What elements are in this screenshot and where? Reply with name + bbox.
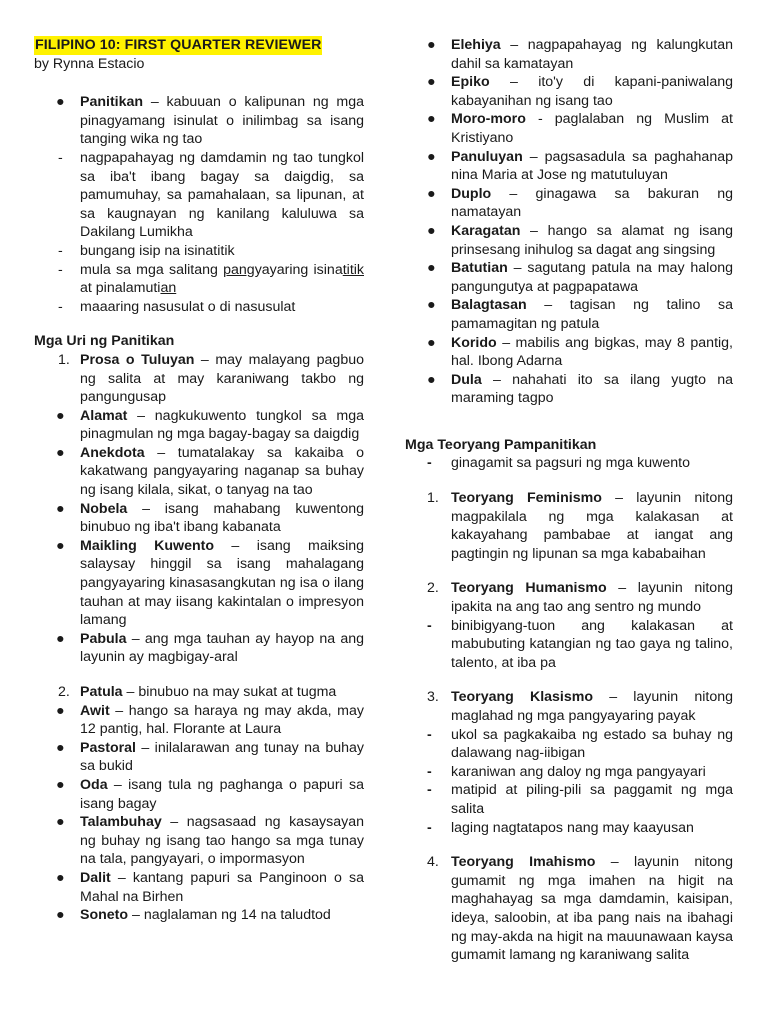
term: Teoryang Humanismo: [451, 580, 607, 597]
bullet-icon: ●: [56, 702, 65, 719]
definition: – isang maiksing salaysay hinggil sa isang mahalagang pangyayaring kinasasangkutan ng isa o ilang tauhan at may iisang kakintalan o impresyon lamang: [80, 537, 364, 629]
section-heading-uri: Mga Uri ng Panitikan: [34, 333, 175, 350]
definition: – sagutang patula na may halong pangungutya at pagpapatawa: [451, 260, 733, 295]
bullet-icon: ●: [427, 111, 436, 128]
definition: – hango sa alamat ng isang prinsesang inihulog sa dagat ang singsing: [451, 222, 733, 258]
bullet-icon: ●: [56, 814, 65, 831]
bullet-icon: ●: [427, 334, 436, 351]
definition: – hango sa haraya ng may akda, may 12 pantig, hal. Florante at Laura: [80, 702, 364, 738]
bullet-icon: ●: [427, 148, 436, 165]
definition: – nagkukuwento tungkol sa mga pinagmulan ng mga bagay-bagay sa daigdig: [80, 407, 364, 443]
bullet-icon: ●: [56, 537, 65, 554]
teorya-note: [405, 617, 733, 673]
dash-marker: -: [427, 617, 432, 634]
list-item: [34, 906, 364, 925]
definition: – nagsasaad ng kasaysayan ng buhay ng isang tao hango sa mga tunay na tala, pangyayari, o impormasyon: [80, 814, 364, 868]
term: Duplo: [451, 185, 492, 202]
definition: – nagpapahayag ng kalungkutan dahil sa kamatayan: [451, 37, 733, 72]
section-heading-teorya: Mga Teoryang Pampanitikan: [405, 436, 597, 453]
bullet-icon: ●: [427, 74, 436, 91]
definition: – ginagawa sa bakuran ng namatayan: [451, 185, 733, 221]
bullet-icon: ●: [427, 371, 436, 388]
term: Anekdota: [80, 444, 145, 461]
definition: – tumatalakay sa kakaiba o kakatwang pangyayaring naganap sa buhay ng isang kilala, sikat, o tanyag na tao: [80, 444, 364, 499]
term: Panitikan: [80, 94, 144, 111]
patula-heading: [34, 683, 364, 702]
list-item: [34, 813, 364, 869]
list-item: [405, 222, 733, 259]
note-text: ukol sa pagkakaiba ng estado sa buhay ng dalawang nag-iibigan: [451, 726, 733, 762]
definition: – ang mga tauhan ay hayop na ang layunin ay magbigay-aral: [80, 630, 364, 666]
teorya-note: [405, 819, 733, 838]
teorya-list: [405, 473, 733, 965]
bullet-icon: ●: [56, 94, 65, 111]
dash-marker: -: [427, 782, 432, 799]
definition: – pagsasadula sa paghahanap nina Maria at Jose ng matutuluyan: [451, 148, 733, 184]
teorya-item: [405, 489, 733, 563]
note-text: matipid at piling-pili sa paggamit ng mga salita: [451, 782, 733, 817]
list-item: [405, 185, 733, 222]
prosa-list: [34, 407, 364, 667]
etym-underlined: titik: [342, 261, 364, 278]
list-item: [405, 259, 733, 296]
list-item: [34, 739, 364, 776]
patula-list-continued: [405, 36, 733, 408]
list-number: 1.: [427, 490, 439, 507]
dash-marker: -: [427, 763, 432, 780]
term: Panuluyan: [451, 148, 523, 165]
note-text: laging nagtatapos nang may kaayusan: [451, 819, 694, 836]
note-text: ginagamit sa pagsuri ng mga kuwento: [451, 455, 690, 472]
term: Alamat: [80, 407, 128, 424]
bullet-icon: ●: [427, 37, 436, 53]
term: Awit: [80, 702, 110, 719]
right-column: [405, 36, 733, 965]
bullet-icon: ●: [56, 776, 65, 793]
definition: – inilalarawan ang tunay na buhay sa bukid: [80, 739, 364, 775]
term: Korido: [451, 334, 497, 351]
dash-marker: -: [58, 242, 63, 259]
term: Dula: [451, 371, 482, 388]
list-item: [34, 407, 364, 444]
note-text: nagpapahayag ng damdamin ng tao tungkol sa iba't ibang bagay sa daigdig, sa pamumuhay, sa pamahalaan, sa lipunan, at sa kaugnayan ng kanilang kaluluwa sa Dakilang Lumikha: [80, 149, 364, 241]
list-item: [34, 776, 364, 813]
list-item: [34, 500, 364, 537]
panitikan-note: [34, 298, 364, 317]
term: Dalit: [80, 869, 111, 886]
term: Maikling Kuwento: [80, 537, 215, 554]
term: Prosa o Tuluyan: [80, 351, 195, 368]
definition: – may malayang pagbuo ng salita at may karaniwang takbo ng pangungusap: [80, 351, 364, 406]
note-text: karaniwan ang daloy ng mga pangyayari: [451, 763, 706, 780]
term: Teoryang Feminismo: [451, 490, 602, 507]
list-item: [405, 36, 733, 73]
teorya-item: [405, 688, 733, 725]
dash-marker: -: [58, 149, 63, 166]
etym-text: mula sa mga salitang: [80, 261, 224, 278]
etym-underlined: an: [160, 280, 177, 297]
definition: – nahahati ito sa ilang yugto na maraming tagpo: [451, 371, 733, 407]
list-item: [34, 630, 364, 667]
bullet-icon: ●: [427, 297, 436, 314]
definition: – layunin nitong ipakita na ang tao ang sentro ng mundo: [451, 580, 733, 616]
definition: – naglalaman ng 14 na taludtod: [128, 907, 331, 924]
term: Balagtasan: [451, 297, 527, 314]
term: Elehiya: [451, 37, 501, 53]
list-item: [34, 869, 364, 906]
dash-marker: -: [58, 298, 63, 315]
teorya-item: [405, 853, 733, 965]
definition: – tagisan ng talino sa pamamagitan ng patula: [451, 297, 733, 332]
term: Teoryang Klasismo: [451, 689, 594, 706]
panitikan-note: [34, 242, 364, 261]
document-author: by Rynna Estacio: [34, 55, 145, 72]
dash-marker: -: [58, 261, 63, 278]
prosa-heading: [34, 351, 364, 407]
note-text: bungang isip na isinatitik: [80, 242, 235, 259]
term: Batutian: [451, 260, 508, 277]
dash-marker: -: [427, 455, 432, 472]
list-item: [405, 110, 733, 147]
bullet-icon: ●: [56, 500, 65, 517]
list-number: 4.: [427, 854, 439, 871]
bullet-icon: ●: [56, 907, 65, 924]
dash-marker: -: [427, 819, 432, 836]
bullet-icon: ●: [427, 222, 436, 239]
definition: – isang mahabang kuwentong binubuo ng iba't ibang kabanata: [80, 500, 364, 536]
panitikan-etymology: [34, 261, 364, 298]
definition: – layunin nitong magpakilala ng mga kalakasan at kakayahang pambabae at iangat ang pagtingin ng lipunan sa mga kababaihan: [451, 490, 733, 562]
term: Talambuhay: [80, 814, 162, 831]
definition: – layunin nitong maglahad ng mga pangyayaring payak: [451, 689, 733, 724]
term: Karagatan: [451, 222, 521, 239]
list-item: [405, 148, 733, 185]
etym-text: yayaring isina: [254, 261, 343, 278]
teorya-note: [405, 781, 733, 818]
bullet-icon: ●: [56, 869, 65, 886]
term: Patula: [80, 684, 123, 700]
panitikan-definition: [34, 93, 364, 149]
bullet-icon: ●: [56, 407, 65, 424]
teorya-intro: [405, 454, 733, 473]
bullet-icon: ●: [427, 260, 436, 277]
patula-list: [34, 702, 364, 925]
etym-text: at pinalamuti: [80, 280, 161, 297]
teorya-note: [405, 763, 733, 782]
bullet-icon: ●: [56, 739, 65, 756]
list-item: [34, 702, 364, 739]
list-number: 1.: [58, 351, 70, 368]
definition: – layunin nitong gumamit ng mga imahen na higit na maghahayag sa mga damdamin, kaisipan, ideya, saloobin, at iba pang nais na ibahagi ng may-akda na higit na mauunawaan kaysa gumamit lamang ng karaniwang salita: [451, 854, 733, 964]
definition: – ito'y di kapani-paniwalang kabayanihan ng isang tao: [451, 74, 733, 109]
term: Moro-moro: [451, 111, 526, 128]
teorya-note: [405, 726, 733, 763]
etym-underlined: pang: [223, 261, 255, 278]
list-number: 2.: [58, 684, 70, 700]
term: Oda: [80, 776, 108, 793]
term: Teoryang Imahismo: [451, 854, 596, 871]
list-number: 3.: [427, 689, 439, 706]
list-item: [34, 444, 364, 500]
document-title: FILIPINO 10: FIRST QUARTER REVIEWER: [35, 37, 322, 53]
note-text: maaaring nasusulat o di nasusulat: [80, 298, 296, 315]
panitikan-note: [34, 149, 364, 242]
left-column: [34, 36, 364, 925]
definition: – kantang papuri sa Panginoon o sa Mahal na Birhen: [80, 869, 364, 905]
list-number: 2.: [427, 580, 439, 597]
definition: – binubuo na may sukat at tugma: [122, 684, 337, 700]
note-text: binibigyang-tuon ang kalakasan at mabubuting katangian ng tao gaya ng talino, talento, at iba pa: [451, 617, 733, 671]
term: Nobela: [80, 500, 128, 517]
list-item: [405, 334, 733, 371]
bullet-icon: ●: [427, 185, 436, 202]
term: Pastoral: [80, 739, 136, 756]
term: Pabula: [80, 630, 127, 647]
definition: – isang tula ng paghanga o papuri sa isang bagay: [80, 776, 364, 812]
definition: - paglalaban ng Muslim at Kristiyano: [451, 111, 733, 146]
term: Soneto: [80, 907, 129, 924]
bullet-icon: ●: [56, 444, 65, 461]
dash-marker: -: [427, 726, 432, 743]
teorya-item: [405, 579, 733, 616]
list-item: [405, 296, 733, 333]
definition: – mabilis ang bigkas, may 8 pantig, hal. Ibong Adarna: [451, 334, 733, 370]
list-item: [34, 537, 364, 630]
term: Epiko: [451, 74, 490, 91]
list-item: [405, 73, 733, 110]
definition: – kabuuan o kalipunan ng mga pinagyamang isinulat o inilimbag sa isang tanging wika ng tao: [80, 94, 364, 148]
list-item: [405, 371, 733, 408]
bullet-icon: ●: [56, 630, 65, 647]
